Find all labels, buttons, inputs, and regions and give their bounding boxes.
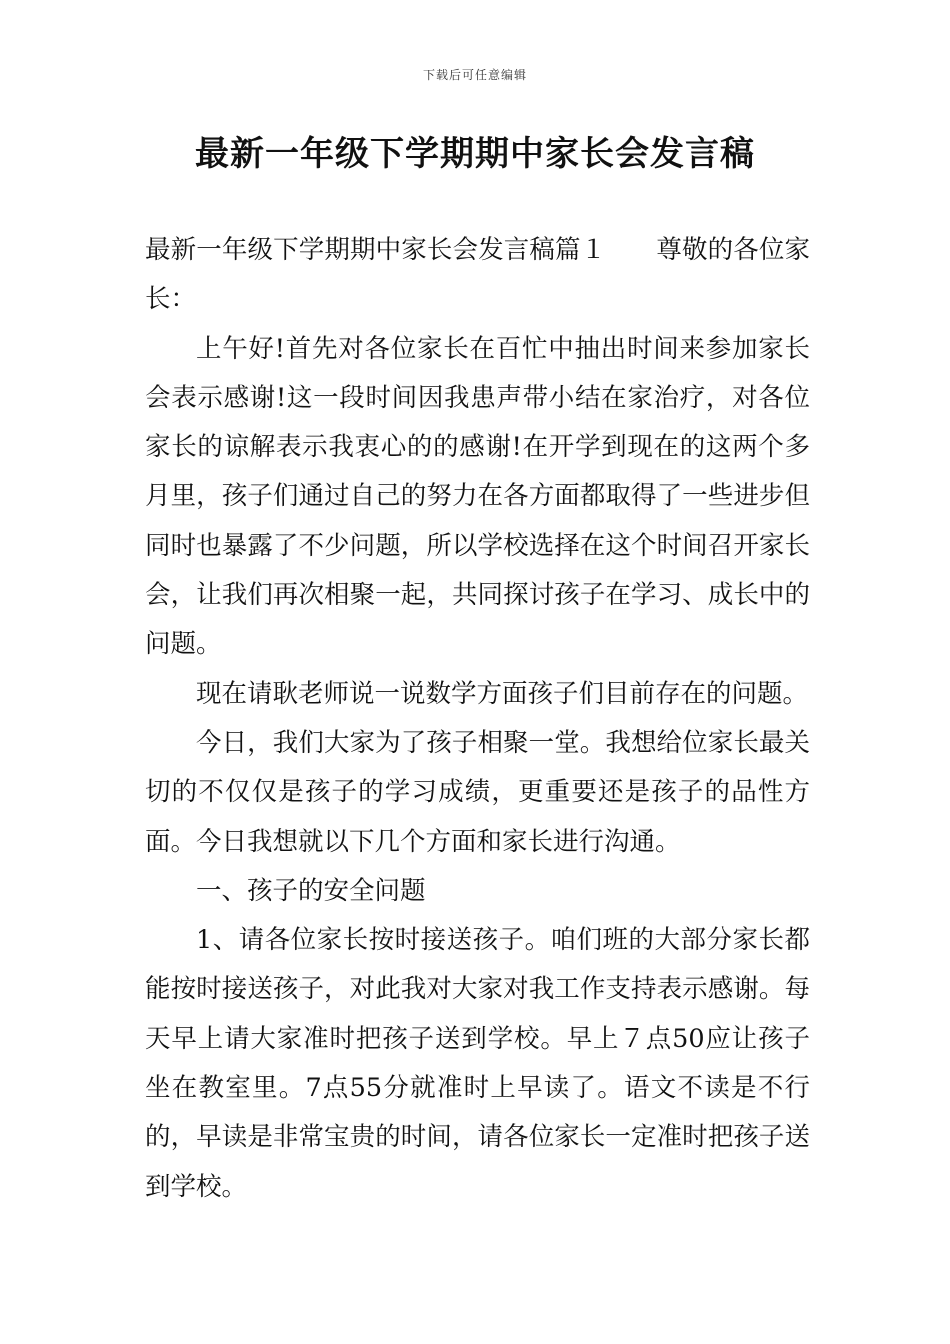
document-title: 最新一年级下学期期中家长会发言稿	[195, 134, 755, 174]
intro-paragraph	[145, 226, 810, 325]
paragraph-topics: 今日，我们大家为了孩子相聚一堂。我想给位家长最关切的不仅仅是孩子的学习成绩，更重要还是孩子的品性方面。今日我想就以下几个方面和家长进行沟通。	[145, 727, 810, 857]
paragraph-pickup: 1、请各位家长按时接送孩子。咱们班的大部分家长都能按时接送孩子，对此我对大家对我工作支持表示感谢。每天早上请大家准时把孩子送到学校。早上７点50应让孩子坐在教室里。7点55分就准时上早读了。语文不读是不行的，早读是非常宝贵的时间，请各位家长一定准时把孩子送到学校。	[145, 925, 810, 1202]
section-label: 最新一年级下学期期中家长会发言稿篇１	[145, 235, 607, 265]
header-note: 下载后可任意编辑	[422, 68, 527, 82]
paragraph-opening: 上午好!首先对各位家长在百忙中抽出时间来参加家长会表示感谢!这一段时间因我患声带小结在家治疗，对各位家长的谅解表示我衷心的的感谢!在开学到现在的这两个多月里，孩子们通过自己的努力在各方面都取得了一些进步但同时也暴露了不少问题，所以学校选择在这个时间召开家长会，让我们再次相聚一起，共同探讨孩子在学习、成长中的问题。	[145, 333, 810, 660]
salutation: 尊敬的各位家长：	[145, 235, 810, 315]
section-heading-safety: 一、孩子的安全问题	[196, 875, 426, 906]
paragraph-math-teacher: 现在请耿老师说一说数学方面孩子们目前存在的问题。	[196, 678, 809, 709]
document-body	[145, 226, 810, 1212]
